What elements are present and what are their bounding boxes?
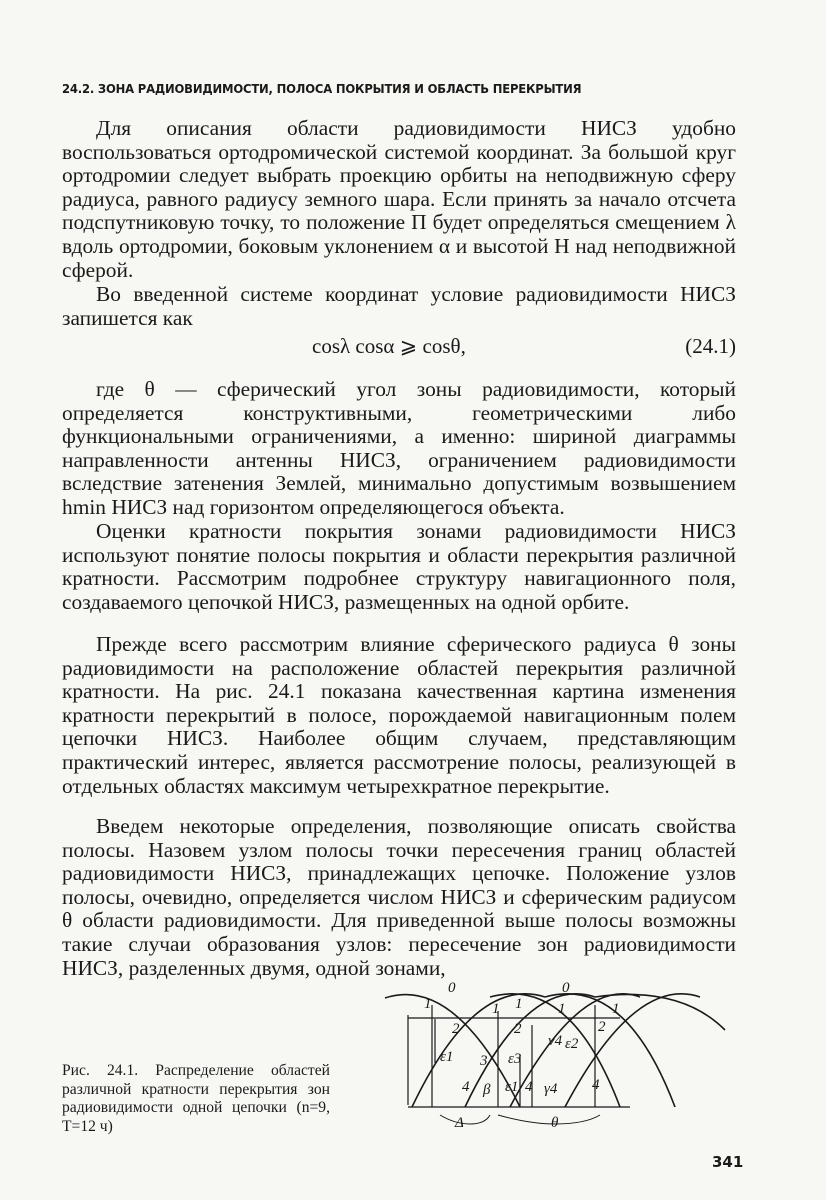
label-1: 1 bbox=[424, 996, 432, 1012]
label-0-left: 0 bbox=[448, 980, 456, 996]
label-epsilon3: ε3 bbox=[508, 1051, 522, 1067]
paragraph-1: Для описания области радиовидимости НИСЗ удобно воспользоваться ортодромической системой координат. За большой круг ортодромии следует выбрать проекцию орбиты на неподвижную сферу радиуса, равного радиусу земного шара. Если принять за начало отсчета подспутниковую точку, то положение П будет определяться смещением λ вдоль ортодромии, боковым уклонением α и высотой H над неподвижной сферой. bbox=[62, 116, 736, 282]
label-4: 4 bbox=[462, 1079, 470, 1095]
delta-bracket bbox=[440, 1115, 490, 1124]
label-3: 3 bbox=[480, 1053, 488, 1069]
label-4: 4 bbox=[525, 1079, 533, 1095]
paragraph-2: Во введенной системе координат условие радиовидимости НИСЗ запишется как bbox=[62, 282, 736, 330]
label-4: 4 bbox=[592, 1077, 600, 1093]
label-epsilon1: ε1 bbox=[505, 1079, 519, 1095]
paragraph-3: где θ — сферический угол зоны радиовидимости, который определяется конструктивными, геометрическими либо функциональными ограничениями, а именно: шириной диаграммы направленности антенны НИСЗ, ограничением радиовидимости вследствие затенения Землей, минимально допустимым возвышением hmin НИСЗ над горизонтом определяющегося объекта. bbox=[62, 377, 736, 519]
paragraph-6: Введем некоторые определения, позволяющие описать свойства полосы. Назовем узлом полосы точки пересечения границ областей радиовидимости НИСЗ, принадлежащих цепочке. Положение узлов полосы, очевидно, определяется числом НИСЗ и сферическим радиусом θ области радиовидимости. Для приведенной выше полосы возможны такие случаи образования узлов: пересечение зон радиовидимости НИСЗ, разделенных двумя, одной зонами, bbox=[62, 814, 736, 980]
label-2: 2 bbox=[514, 1021, 522, 1037]
formula-24-1 bbox=[62, 334, 736, 360]
label-gamma4: γ4 bbox=[544, 1081, 558, 1097]
label-delta: Δ bbox=[455, 1115, 464, 1131]
label-nu4: ν4 bbox=[548, 1033, 563, 1049]
label-1: 1 bbox=[612, 1001, 620, 1017]
figure-24-1 bbox=[380, 975, 740, 1135]
page-number: 341 bbox=[712, 1153, 744, 1171]
formula-expression: cosλ cosα ⩾ cosθ, bbox=[312, 334, 466, 358]
formula-number: (24.1) bbox=[685, 334, 736, 358]
paragraph-5: Прежде всего рассмотрим влияние сферического радиуса θ зоны радиовидимости на расположение областей перекрытия различной кратности. На рис. 24.1 показана качественная картина изменения кратности перекрытий в полосе, порождаемой навигационным полем цепочки НИСЗ. Наиболее общим случаем, представляющим практический интерес, является рассмотрение полосы, реализующей в отдельных областях максимум четырехкратное перекрытие. bbox=[62, 632, 736, 798]
section-heading: 24.2. ЗОНА РАДИОВИДИМОСТИ, ПОЛОСА ПОКРЫТИЯ И ОБЛАСТЬ ПЕРЕКРЫТИЯ bbox=[62, 81, 582, 96]
paragraph-4: Оценки кратности покрытия зонами радиовидимости НИСЗ используют понятие полосы покрытия и области перекрытия различной кратности. Рассмотрим подробнее структуру навигационного поля, создаваемого цепочкой НИСЗ, размещенных на одной орбите. bbox=[62, 519, 736, 614]
label-1: 1 bbox=[558, 1001, 566, 1017]
theta-bracket bbox=[498, 1115, 600, 1124]
label-2: 2 bbox=[452, 1021, 460, 1037]
label-epsilon2: ε2 bbox=[565, 1036, 579, 1052]
figure-caption: Рис. 24.1. Распределение областей различной кратности перекрытия зон радиовидимости одной цепочки (n=9, T=12 ч) bbox=[62, 1062, 330, 1135]
label-1: 1 bbox=[492, 1001, 500, 1017]
label-epsilon1: ε1 bbox=[440, 1049, 454, 1065]
label-beta: β bbox=[483, 1082, 491, 1098]
label-0-right: 0 bbox=[562, 980, 570, 996]
label-2: 2 bbox=[598, 1019, 606, 1035]
label-1: 1 bbox=[515, 996, 523, 1012]
label-theta: θ bbox=[551, 1115, 559, 1131]
zone-arc bbox=[565, 994, 700, 1107]
